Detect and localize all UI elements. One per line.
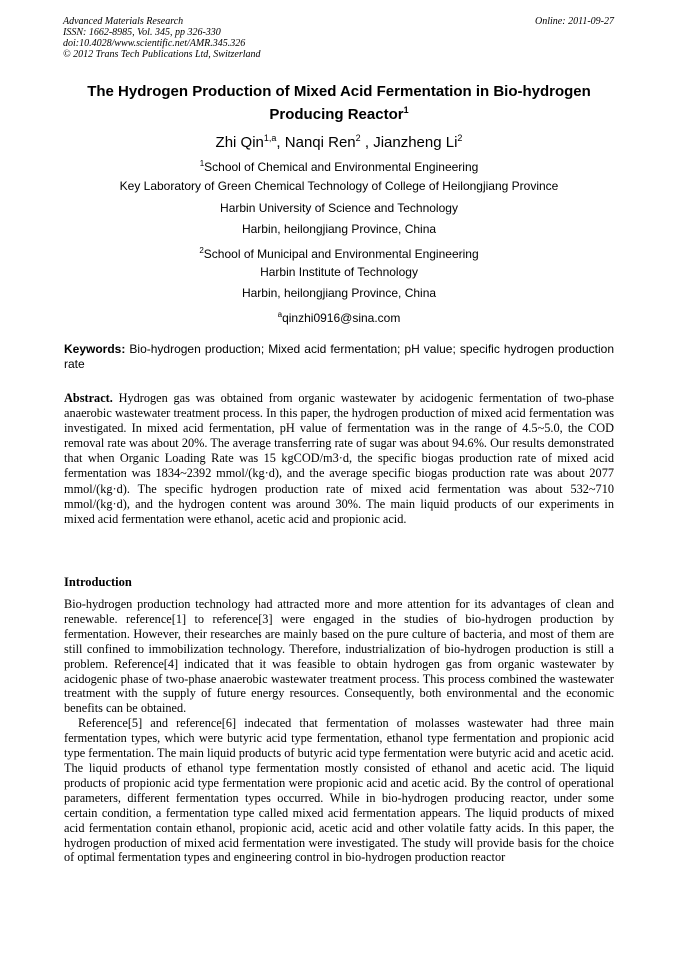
author-email: $^a$qinzhi0916@sina.com [277,310,401,325]
author-name: Zhi Qin [215,134,264,151]
keywords [64,342,614,372]
journal-header [63,16,261,60]
abstract-text: Hydrogen gas was obtained from organic wastewater by acidogenic fermentation of two-phase anaerobic wastewater treatment process. In this paper, the hydrogen production of mixed acid fermentation was investigated. In mixed acid fermentation, pH value of fermentation was in the range of 4.5~5.0, the COD removal rate was about 20%. The average transferring rate of sugar was about 94.6%. Our results demonstrated that when Organic Loading Rate was 15 kgCOD/m3·d, the specific biogas production rate of mixed acid fermentation was 1834~2392 mmol/(kg·d), and the average specific biogas production rate was about 2077 mmol/(kg·d). The specific hydrogen production rate of mixed acid fermentation was about 532~710 mmol/(kg·d), and the hydrogen content was around 30%. The main liquid products of our experiments in mixed acid fermentation were ethanol, acetic acid and propionic acid. [64,391,614,526]
journal-name: Advanced Materials Research [63,16,184,27]
author-separator: , [276,134,285,151]
title-line-1: The Hydrogen Production of Mixed Acid Fermentation in Bio-hydrogen [87,83,591,100]
author-name: Jianzheng Li [373,134,458,151]
author-sup: 1,a [263,133,277,143]
abstract [64,391,614,527]
author-list [40,129,638,152]
introduction-heading: Introduction [64,575,132,589]
keywords-label: Keywords: [64,342,126,356]
keywords-text: Bio-hydrogen production; Mixed acid fermentation; pH value; specific hydrogen production rate [64,342,614,371]
affiliation-2-line-3: Harbin, heilongjiang Province, China [241,286,437,300]
affiliation-2-line-1: $^2$School of Municipal and Environmental Engineering [199,246,479,261]
author-name: Nanqi Ren [284,134,356,151]
affiliation-1-line-1: $^1$School of Chemical and Environmental Engineering [199,159,479,174]
introduction-paragraph-2: Reference[5] and reference[6] indecated that fermentation of molasses wastewater had three main fermentation types, which were butyric acid type fermentation, ethanol type fermentation and propionic acid type fermentation. The main liquid products of butyric acid type fermentation were butyric acid and acetic acid. The liquid products of ethanol type fermentation mostly consisted of ethanol and acetic acid. The liquid products of propionic acid type fermentation were propionic acid and acetic acid. By the control of operational parameters, different fermentation types occurred. While in bio-hydrogen producing reactor, under some certain condition, a fermentation type called mixed acid fermentation appears. The liquid products of mixed acid fermentation contain ethanol, propionic acid, acetic acid and other volatile fatty acids. In this paper, the hydrogen production of mixed acid fermentation were investigated. The study will provide basis for the choice of optimal fermentation types and engineering control in bio-hydrogen production reactor [64,716,614,865]
introduction-paragraph-1: Bio-hydrogen production technology had attracted more and more attention for its advantages of clean and renewable. reference[1] to reference[3] were engaged in the studies of bio-hydrogen production by fermentation. However, their researches are mainly based on the pure culture of bacteria, and most of them are still confined to immobilization technology. Therefore, industrialization of bio-hydrogen production is still a problem. Reference[4] indicated that it was feasible to obtain hydrogen gas from organic wastewater by acidogenic phase of two-phase anaerobic wastewater treatment process. This process combined the wastewater treatment with the supply of future energy resources. Consequently, both environmental and the economic benefits can be obtained. [64,597,614,716]
abstract-label: Abstract. [64,391,113,405]
issn-line: ISSN: 1662-8985, Vol. 345, pp 326-330 [63,27,221,38]
copyright-line: © 2012 Trans Tech Publications Ltd, Switzerland [63,49,261,60]
author-separator: , [360,134,374,151]
affiliation-2-line-2: Harbin Institute of Technology [260,265,418,279]
affiliation-1-line-2: Key Laboratory of Green Chemical Technology of College of Heilongjiang Province [119,179,559,193]
title-line-2: Producing Reactor$^1$ [269,105,409,123]
doi-line: doi:10.4028/www.scientific.net/AMR.345.326 [63,38,246,49]
author-sup: 2 [355,133,361,143]
title-footnote-mark: 1 [403,105,409,115]
affiliation-1-line-4: Harbin, heilongjiang Province, China [241,222,437,236]
affiliation-1-line-3: Harbin University of Science and Technology [220,201,458,215]
author-sup: 2 [457,133,463,143]
introduction-body [64,597,614,865]
online-date: Online: 2011-09-27 [535,16,614,27]
paper-title [40,82,638,124]
